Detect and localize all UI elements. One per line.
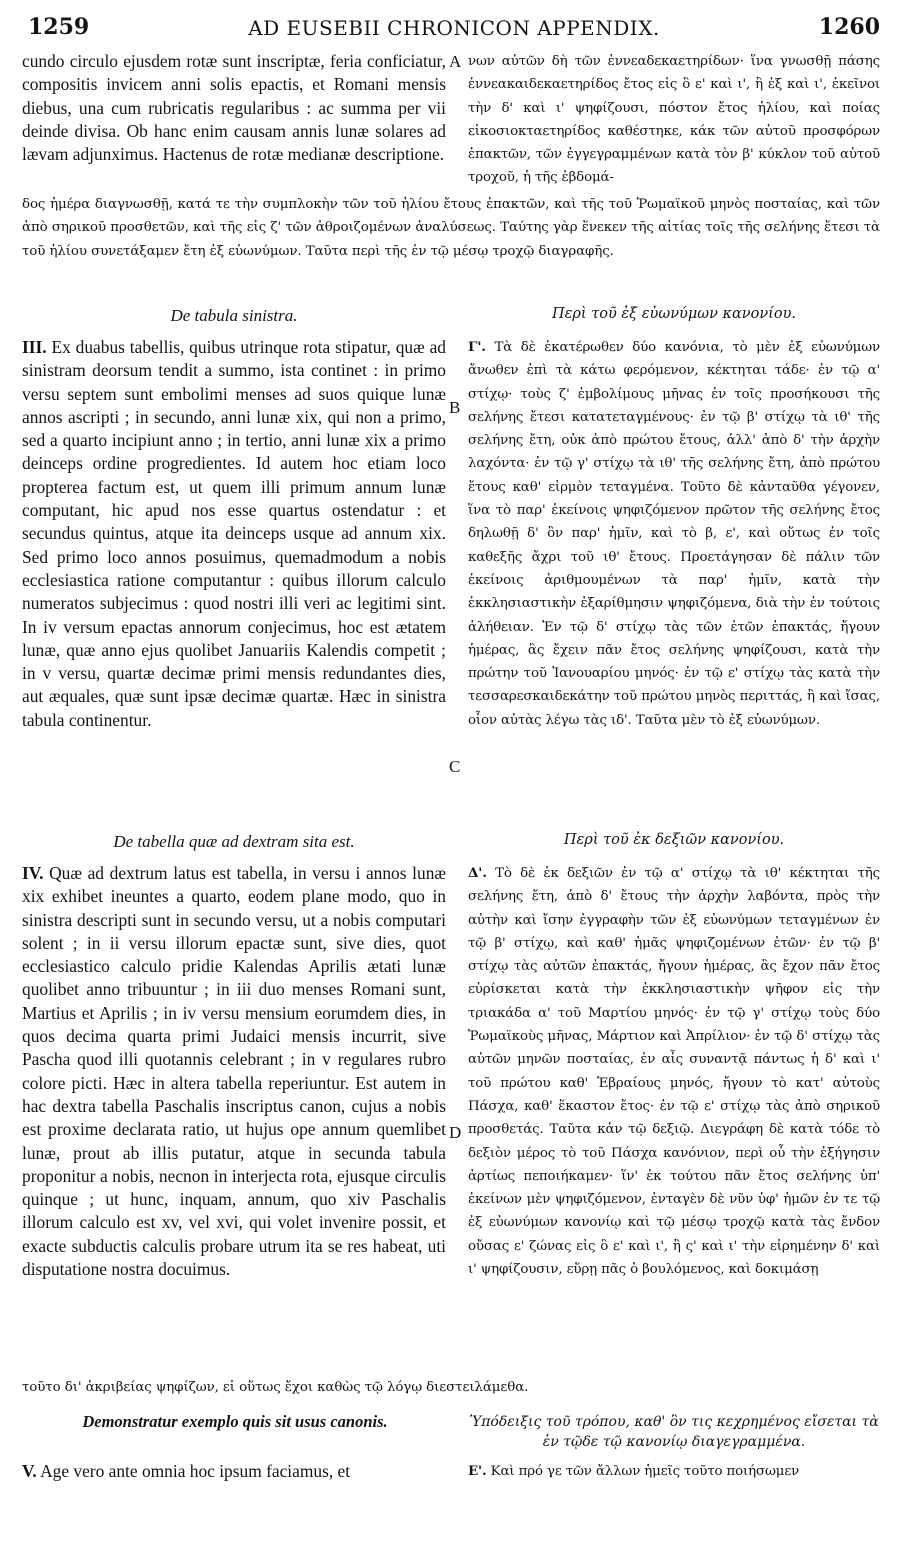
section-5-text-greek: Καὶ πρό γε τῶν ἄλλων ἡμεῖς τοῦτο ποιήσωμεν	[490, 1464, 800, 1479]
section-3-text-greek: Τὰ δὲ ἑκατέρωθεν δύο κανόνια, τὸ μὲν ἐξ εὐωνύμων ἄνωθεν ἐπὶ τὰ κάτω φερόμενον, κέκτηται τάδε· ἐν τῷ α' στίχῳ· τοὺς ζ' ἐμβολίμους μῆνας ἐν τοῖς προσήκουσι τῆς σελήνης ἔτεσι κατατεταγμένους· ἐν τῷ β' στίχῳ τὰ ιθ' τῆς σελήνης ἔτη, οὐκ ἀπὸ πρώτου ἔτους, ἀλλ' ἀπὸ δ' τὴν ἀρχὴν λαχόντα· ἐν τῷ γ' στίχῳ τὰ ιθ' τῆς σελήνης ἔτη, ἀπὸ πρώτου ἔτους καθ' εἱρμὸν τεταγμένα. Τοῦτο δὲ κἀνταῦθα γέγονεν, ἵνα τὸ παρ' ἐκείνοις ψηφιζόμενον πρῶτον τῆς σελήνης ἔτος δηλωθῇ δ' ὂν παρ' ἡμῖν, καὶ τὸ β, ε', καὶ οὕτως ἐν τοῖς καθεξῆς ἄχρι τοῦ ιθ' ἔτους. Προετάγησαν δὲ πάλιν τῶν ἐκείνοις ἀριθμουμένων τὰ παρ' ἡμῖν, κατὰ τὴν ἐκκλησιαστικὴν ἐξαρίθμησιν ψηφιζόμενα, διὰ τὴν ἐν τούτοις ἀλήθειαν. Ἐν τῷ δ' στίχῳ τὰς τῶν ἐτῶν ἐπακτάς, ἤγουν ἡμέρας, ἃς ἔχειν πᾶν ἔτος σελήνης ψηφίζουσι, κατὰ τὴν πρώτην τοῦ Ἰανουαρίου μηνός· ἐν τῷ ε' στίχῳ τὰς κατὰ τὴν τεσσαρεσκαιδεκάτην τοῦ πρώτου μηνὸς περιττάς, ἢ καὶ ἴσας, οἷον αὐτὰς λέγω τὰς ιδ'. Ταῦτα μὲν τὸ ἐξ εὐωνύμων.	[468, 340, 880, 728]
section-4-text-latin: Quæ ad dextrum latus est tabella, in versu i annos lunæ xix exhibet ineuntes a quarto, eodem plane modo, quo in sinistra descripti sunt in secundo versu, ut a nobis computari solent ; in ii versu illorum epactæ sunt, sive dies, quot ecclesiastico calculo pridie Kalendas Aprilis ætati lunæ quolibet anno tribuuntur ; in iii duo menses Romani sunt, Martius et Aprilis ; in iv versu mensium eorumdem dies, in quos decima quarta primi Judaici mensis incurrit, sive Pascha quod illi quotannis celebrant ; in v regulares rubro colore picti. Hæc in altera tabella reperiuntur. Est autem in hac dextra tabella Paschalis inscriptus canon, cujus a nobis est proxime declarata ratio, ut hujus ope annum quemlibet lunæ, prout ab illis putatur, atque in secunda tabula proponitur a nobis, necnon in interjecta rota, ejusque circulis quinque ; ut hunc, inquam, annum, quo xiv Paschalis illorum calculo est xv, vel xvi, qui volet invenire possit, et exacte subductis calculis probare utrum ita se res habeat, uti disputatione nostra docuimus.	[22, 863, 446, 1280]
section-5-heading-latin: Demonstratur exemplo quis sit usus canonis.	[82, 1412, 388, 1431]
section-5-latin	[60, 1412, 410, 1432]
section-5-number-greek: Ε'.	[468, 1463, 487, 1479]
section-4-text-greek: Τὸ δὲ ἐκ δεξιῶν ἐν τῷ α' στίχῳ τὰ ιθ' κέκτηται τῆς σελήνης ἔτη, ἀπὸ δ' ἔτους τὴν ἀρχὴν λαβόντα, πρὸς τὴν αὐτὴν καὶ ἴσην ἐγγραφὴν τῶν ἐξ εὐωνύμων τεταγμένων ἐν τῷ β' στίχῳ, καὶ καθ' ἡμᾶς ψηφιζομένων ἐτῶν· ἐν τῷ β' στίχῳ τὰς αὐτῶν ἐπακτάς, ἤγουν ἡμέρας, ἃς ἔχον πᾶν ἔτος εὑρίσκεται κατὰ τὴν ἐκκλησιαστικὴν ψῆφον εἰς τὴν τριακάδα α' τοῦ Μαρτίου μηνός· ἐν τῷ γ' στίχῳ τοὺς δύο Ῥωμαϊκοὺς μῆνας, Μάρτιον καὶ Ἀπρίλιον· ἐν τῷ δ' στίχῳ τὰς αὐτῶν μηνῶν ποσταίας, ἐν αἷς συναντᾷ πάντως ἡ δ' καὶ ι' τοῦ πρώτου καθ' Ἑβραίους μηνός, ἤγουν τὸ κατ' αὐτοὺς Πάσχα, καθ' ἕκαστον ἔτος· ἐν τῷ ε' στίχῳ τὰς ἀπὸ σηρικοῦ προσθετάς. Ταῦτα κἀν τῷ δεξιῷ. Διεγράφη δὲ κατὰ τόδε τὸ δεξιὸν μέρος τὸ τοῦ Πάσχα κανόνιον, περὶ οὗ τὴν ἐξήγησιν ἀρτίως πεποιήκαμεν· ἵν' ἐκ τούτου πᾶν ἔτος σελήνης ὑπ' ἐκείνων μὲν ψηφιζόμενον, ἐνταγὲν δὲ νῦν ὑφ' ἡμῶν ἐν τε τῷ ἐξ εὐωνύμων κανονίῳ καὶ τῷ μέσῳ τροχῷ κατὰ τὰς ἔνδον οὔσας ε' ζώνας εἰς ὃ ε' καὶ ι', ἢ ς' καὶ ι' τὴν εἰρημένην δ' καὶ ι' ψηφίζουσιν, εὕρῃ πᾶς ὁ βουλόμενος, καὶ δοκιμάσῃ	[468, 866, 880, 1278]
intro-greek-full	[22, 193, 880, 288]
section-4-latin	[22, 832, 446, 852]
section-4-latin-body	[22, 862, 446, 1376]
section-3-latin-body	[22, 336, 446, 822]
section-3-number-latin: III.	[22, 337, 47, 357]
section-3-text-latin: Ex duabus tabellis, quibus utrinque rota stipatur, quæ ad sinistram deorsum tendit a summo, ista continet : in primo versu septem sunt embolimi menses ad suos quique lunæ annos ascripti ; in secundo, anni lunæ xix, qui non a primo, sed a quarto incipiunt anno ; in tertio, anni lunæ xix a primo deinceps ordine progredientes. Id autem hoc etiam loco propterea factum est, ut quem illi primum annum lunæ computant, hic apud nos esse quartus ostendatur : et secundus quintus, atque ita deinceps usque ad annum xix. Sed primo loco annos posuimus, quemadmodum a nobis ecclesiastica ratione computantur : quibus illorum calculo numeratos subjecimus : quod nostri illi veri ac legitimi sint. In iv versum epactas annorum conjecimus, hoc est ætatem lunæ, quæ anno ejus quolibet Januariis Kalendis competit ; in v versu, quartæ decimæ primi mensis redundantes dies, aut æquales, quæ sunt ipsæ decimæ quartæ. Hæc in sinistra tabula continentur.	[22, 337, 446, 730]
section-5-greek-body	[468, 1460, 880, 1483]
section-4-greek	[468, 832, 880, 848]
section-4-number-latin: IV.	[22, 863, 44, 883]
section-5-greek	[468, 1412, 880, 1452]
intro-greek-full-text: δος ἡμέρα διαγνωσθῇ, κατά τε τὴν συμπλοκὴν τῶν τοῦ ἡλίου ἔτους ἐπακτῶν, καὶ τῆς τοῦ Ῥωμαϊκοῦ μηνὸς ποσταίας, καὶ τῶν ἀπὸ σηρικοῦ προσθετῶν, καὶ τῆς εἰς ζ' τῶν ἀθροιζομένων ἀναλύσεως. Ταύτης γὰρ ἕνεκεν τῆς αἰτίας τοῖς τῆς σελήνης ἔτεσι τὰ τοῦ ἡλίου συνετάξαμεν ἔτη ἐξ εὐωνύμων. Ταῦτα περὶ τῆς ἐν τῷ μέσῳ τροχῷ διαγραφῆς.	[22, 197, 880, 259]
page-number-right: 1260	[818, 14, 880, 40]
page-number-left: 1259	[28, 14, 90, 40]
section-4-heading-greek: Περὶ τοῦ ἐκ δεξιῶν κανονίου.	[563, 832, 785, 848]
section-4-greek-full-text: τοῦτο δι' ἀκριβείας ψηφίζων, εἰ οὕτως ἔχοι καθὼς τῷ λόγῳ διεστειλάμεθα.	[22, 1380, 529, 1395]
section-4-greek-full	[22, 1376, 880, 1399]
intro-latin	[22, 50, 446, 190]
section-5-number-latin: V.	[22, 1461, 37, 1481]
section-3-latin	[22, 306, 446, 326]
section-3-number-greek: Γ'.	[468, 339, 486, 355]
section-4-greek-body	[468, 862, 880, 1376]
section-5-heading-greek: Ὑπόδειξις τοῦ τρόπου, καθ' ὃν τις κεχρημένος εἴσεται τὰ ἐν τῷδε τῷ κανονίῳ διαγεγραμμένα.	[469, 1414, 879, 1450]
section-5-text-latin: Age vero ante omnia hoc ipsum faciamus, et	[40, 1461, 351, 1481]
section-3-heading-latin: De tabula sinistra.	[170, 306, 298, 325]
page-header	[28, 14, 880, 44]
margin-letter-a: A	[449, 52, 462, 71]
margin-letter-b: B	[449, 398, 461, 417]
intro-greek	[468, 50, 880, 190]
margin-letter-d: D	[449, 1123, 462, 1142]
section-4-heading-latin: De tabella quæ ad dextram sita est.	[113, 832, 355, 851]
intro-latin-text: cundo circulo ejusdem rotæ sunt inscriptæ, feria conficiatur, compositis invicem anni solis epactis, et Romani mensis diebus, una cum rubricatis regularibus : ac summa per vii deinde divisa. Ob hanc enim causam annis lunæ solares ad lævam adjunximus. Hactenus de rotæ medianæ descriptione.	[22, 51, 446, 165]
margin-letter-c: C	[449, 757, 461, 776]
intro-greek-text: νων αὐτῶν δὴ τῶν ἐννεαδεκαετηρίδων· ἵνα γνωσθῇ πάσης ἐννεακαιδεκαετηρίδος ἔτος εἰς ὃ ε' καὶ ι', ἢ ἐξ καὶ ι', ἐκεῖνοι τὴν δ' καὶ ι' ψηφίζουσι, πόστον ἔτος ἡλίου, καὶ ποίας εἰκοσιοκταετηρίδος καθέστηκε, κάκ τῶν αὐτοῦ προσφόρων ἐπακτῶν, τῶν ἐγγεγραμμένων κατὰ τὸν β' κύκλον τοῦ αὐτοῦ τροχοῦ, ἡ τῆς ἑβδομά-	[468, 54, 880, 186]
section-4-number-greek: Δ'.	[468, 865, 487, 881]
running-title: AD EUSEBII CHRONICON APPENDIX.	[248, 16, 660, 40]
section-5-latin-body	[22, 1460, 446, 1483]
section-3-heading-greek: Περὶ τοῦ ἐξ εὐωνύμων κανονίου.	[551, 306, 796, 322]
section-3-greek-body	[468, 336, 880, 822]
section-3-greek	[468, 306, 880, 322]
